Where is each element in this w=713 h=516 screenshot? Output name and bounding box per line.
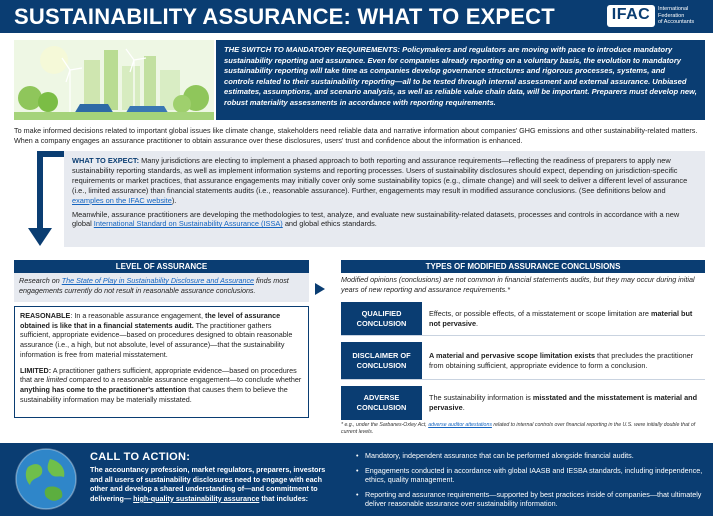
- list-item: • Reporting and assurance requirements—supported by best practices inside of companies—that ultimately deliver reasonable assurance over sustainability information.: [356, 490, 706, 509]
- level-of-assurance-body: [14, 306, 309, 418]
- footnote-pre: * e.g., under the Sarbanes-Oxley Act,: [341, 422, 429, 428]
- footnote-post: related to internal controls over financial reporting in the U.S. were initially double that of current levels.: [341, 422, 696, 435]
- practitioners-text-end: and global ethics standards.: [282, 219, 377, 229]
- limited-italic: limited: [46, 375, 68, 385]
- page-title: SUSTAINABILITY ASSURANCE: WHAT TO EXPECT: [14, 4, 555, 29]
- reasonable-text-a: : In a reasonable assurance engagement,: [70, 311, 205, 320]
- high-quality-assurance-link[interactable]: high-quality sustainability assurance: [133, 493, 260, 503]
- logo-sub-line-1: International: [658, 6, 689, 12]
- call-to-action-section: [0, 443, 713, 516]
- types-of-conclusions-heading: TYPES OF MODIFIED ASSURANCE CONCLUSIONS: [341, 260, 705, 273]
- green-city-illustration: [14, 40, 214, 120]
- description-post: that precludes the practitioner from obtaining sufficient, appropriate evidence to form a conclusion.: [429, 350, 694, 370]
- conclusion-label: DISCLAIMER OF CONCLUSION: [341, 342, 422, 379]
- logo-subtitle: [658, 6, 708, 26]
- ifac-logo-mark: [607, 5, 655, 27]
- disclaimer-conclusion-row: [341, 342, 705, 380]
- reasonable-assurance-paragraph: [20, 311, 303, 360]
- cta-title: CALL TO ACTION:: [90, 451, 191, 463]
- page-header: [0, 0, 713, 33]
- description-pre: The sustainability information is: [429, 393, 533, 403]
- list-item: • Mandatory, independent assurance that can be performed alongside financial audits.: [356, 451, 706, 461]
- ifac-examples-link[interactable]: examples on the IFAC website: [72, 195, 172, 205]
- description-pre: Effects, or possible effects, of a misstatement or scope limitation are: [429, 308, 651, 318]
- cta-text-main: The accountancy profession, market regulators, preparers, investors and all users of sustainability disclosures need to engage with each other and develop a shared understanding of—and commitment to delivering—: [90, 465, 326, 503]
- practitioners-paragraph: [72, 210, 697, 230]
- footnote: [341, 422, 705, 435]
- reasonable-lead: REASONABLE: [20, 311, 71, 320]
- loa-note-post: finds most engagements currently do not result in reasonable assurance conclusions.: [19, 276, 289, 295]
- conclusion-label: ADVERSE CONCLUSION: [341, 386, 422, 420]
- limited-bold: anything has come to the practitioner's attention: [20, 384, 187, 394]
- description-bold: misstated and the misstatement is material and pervasive: [429, 393, 698, 412]
- limited-text-b: compared to a reasonable assurance engagement—to conclude whether: [67, 375, 302, 385]
- cta-list: [356, 451, 706, 514]
- list-item: • Engagements conducted in accordance with global IAASB and IESBA standards, including independence, ethics, quality management.: [356, 466, 706, 485]
- what-to-expect-text: Many jurisdictions are electing to implement a phased approach to both reporting and assurance requirements—reflecting the readiness of preparers to apply new sustainability reporting standards, as well as implement information systems and reporting processes. Users of sustainability disclosures should expect, depending on jurisdiction-specific requirements or market practices, that assurance engagements may initially cover only some sustainability topics (e.g., climate change) and will seek to deliver a different level of assurance (i.e., limited assurance) than financial statements audits (i.e., reasonable assurance). Further, engagements may result in modified assurance conclusions. (See definitions below and: [72, 156, 688, 195]
- conclusion-description: [429, 342, 701, 379]
- conclusion-label: QUALIFIED CONCLUSION: [341, 302, 422, 335]
- what-to-expect-paragraph: [72, 156, 697, 206]
- limited-lead: LIMITED:: [20, 365, 52, 375]
- issa-link[interactable]: International Standard on Sustainability Assurance (ISSA): [93, 219, 283, 229]
- adverse-attestations-link[interactable]: adverse auditor attestations: [428, 422, 492, 428]
- logo-sub-line-2: Federation: [658, 12, 685, 19]
- reasonable-bold: the level of assurance obtained is like that in a financial statements audit.: [20, 311, 281, 330]
- description-post: .: [476, 318, 479, 328]
- level-of-assurance-heading: LEVEL OF ASSURANCE: [14, 260, 309, 273]
- conclusion-description: [429, 386, 701, 420]
- limited-text-c: that causes them to believe the sustainability information may be materially misstated.: [20, 384, 288, 404]
- intro-paragraph: To make informed decisions related to important global issues like climate change, stakeholders need reliable data and narrative information about companies' GHG emissions and other sustainability-related matters. When a company engages an assurance practitioner to obtain assurance over these disclosures, users' trust and confidence about the information is enhanced.: [14, 126, 698, 145]
- description-post: .: [462, 403, 465, 412]
- description-bold: material but not pervasive: [429, 308, 693, 328]
- level-of-assurance-note: [14, 273, 309, 302]
- what-to-expect-text-end: ).: [171, 195, 177, 205]
- description-bold: A material and pervasive scope limitation exists: [429, 350, 596, 360]
- globe-icon: [14, 447, 78, 511]
- conclusion-description: [429, 302, 701, 335]
- types-of-conclusions-note: Modified opinions (conclusions) are not common in financial statements audits, but they may occur during initial years of new reporting and assurance requirements.*: [341, 275, 695, 294]
- cta-text-end: that includes:: [259, 493, 309, 503]
- ifac-logo[interactable]: [607, 5, 707, 27]
- practitioners-text: Meanwhile, assurance practitioners are developing the methodologies to test, analyze, and evaluate new sustainability-related datasets, processes and controls in accordance with a new global: [72, 209, 680, 229]
- limited-assurance-paragraph: [20, 366, 303, 405]
- what-to-expect-lead: WHAT TO EXPECT:: [72, 156, 140, 165]
- logo-mark-text: IFAC: [611, 6, 651, 23]
- chevron-right-icon: [313, 282, 327, 296]
- qualified-conclusion-row: [341, 302, 705, 336]
- reasonable-text-b: The practitioner gathers sufficient, appropriate evidence—based on procedures designed to obtain reasonable assurance (i.e., a high, but not absolute, level of assurance)—that the sustainability information is free from material misstatement.: [20, 320, 293, 359]
- mandatory-requirements-box: THE SWITCH TO MANDATORY REQUIREMENTS: Policymakers and regulators are moving with pace to introduce mandatory sustainability reporting and assurance. Even for companies already reporting on a voluntary basis, the evolution to mandatory sustainability reporting will take time as companies develop governance structures and rigorous processes, systems, and controls related to their sustainability reporting—all to be tested through internal assessment and external assurance. Unbiased estimates, assumptions, and scenario analysis, as well as reliable value chain data, will be important. Preparers must develop new, robust materiality assessments in accordance with reporting requirements.: [216, 40, 705, 120]
- what-to-expect-box: [64, 151, 705, 247]
- logo-sub-line-3: of Accountants: [658, 19, 695, 26]
- cta-text: [90, 465, 340, 503]
- limited-text-a: A practitioner gathers sufficient, appropriate evidence—based on procedures that are: [20, 365, 297, 385]
- loa-note-pre: Research on: [19, 276, 62, 285]
- adverse-conclusion-row: [341, 386, 705, 420]
- state-of-play-link[interactable]: The State of Play in Sustainability Disclosure and Assurance: [61, 276, 255, 285]
